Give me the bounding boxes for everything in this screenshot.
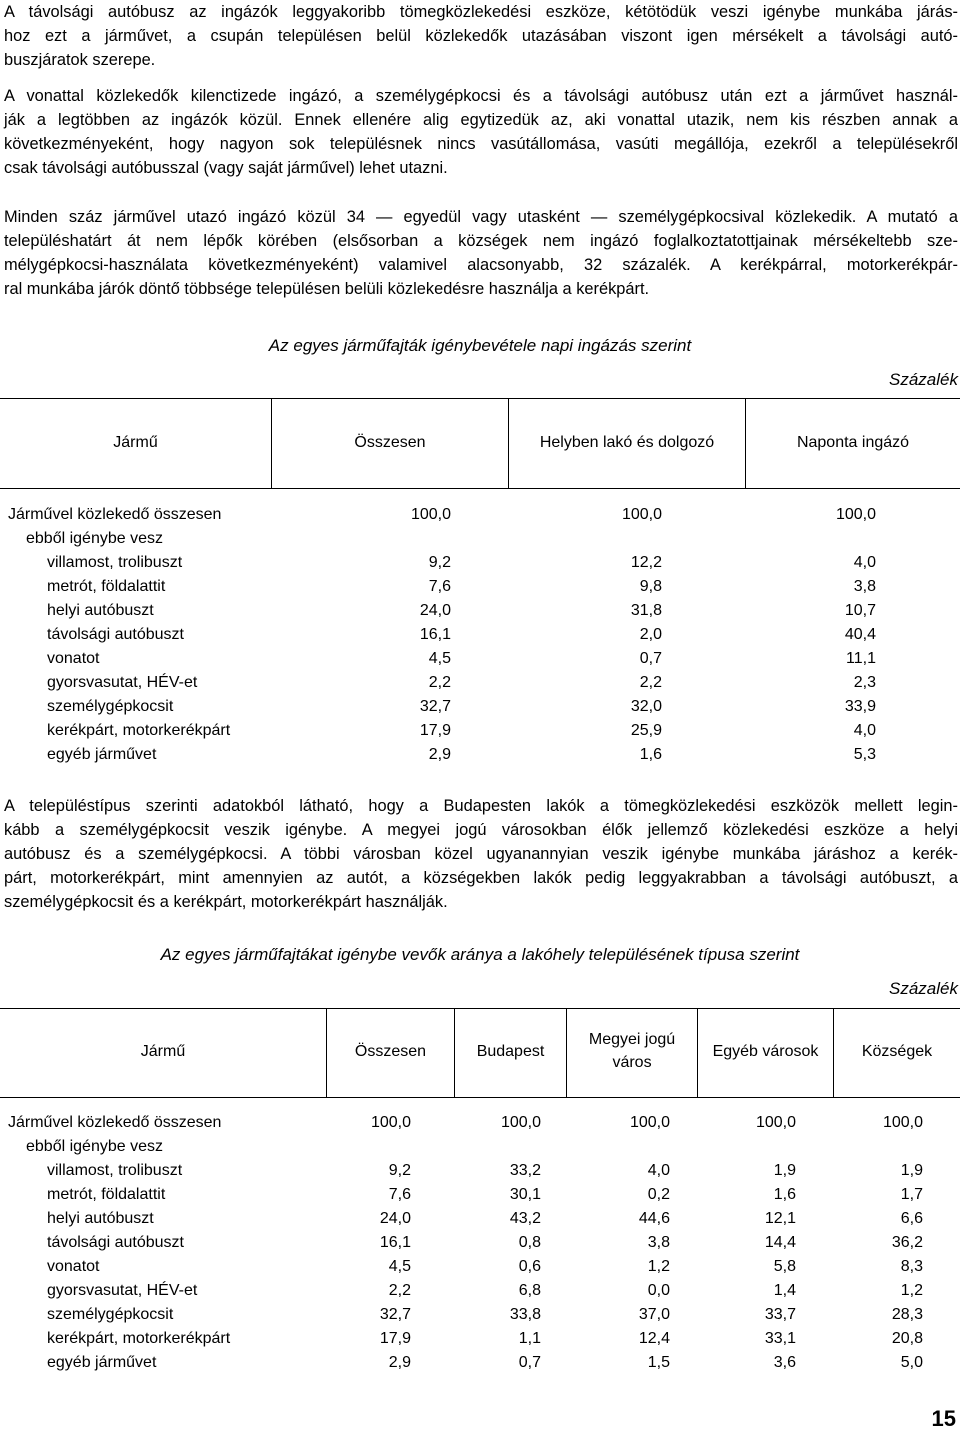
cell-value: 12,4 bbox=[638, 1330, 670, 1347]
cell-value: 100,0 bbox=[755, 1114, 796, 1131]
row-label: kerékpárt, motorkerékpárt bbox=[47, 722, 231, 739]
cell-value: 5,3 bbox=[853, 746, 876, 763]
table-row bbox=[0, 1279, 960, 1303]
cell-value: 2,2 bbox=[428, 674, 451, 691]
table-row bbox=[0, 1231, 960, 1255]
row-label: Járművel közlekedő összesen bbox=[8, 1114, 222, 1131]
table-row bbox=[0, 647, 960, 671]
row-label: kerékpárt, motorkerékpárt bbox=[47, 1330, 231, 1347]
cell-value: 43,2 bbox=[509, 1210, 541, 1227]
table1-title: Az egyes járműfajták igénybevétele napi ingázás szerint bbox=[268, 336, 692, 355]
table2-top-rule bbox=[0, 1008, 960, 1009]
table2-header-rule bbox=[0, 1097, 960, 1098]
table-row bbox=[0, 743, 960, 767]
cell-value: 2,2 bbox=[388, 1282, 411, 1299]
paragraph-line: párt, motorkerékpárt, mint amennyien az autót, a községekben lakók pedig leggyakrabban a távolsági autóbuszt, a bbox=[4, 869, 958, 887]
cell-value: 4,0 bbox=[853, 554, 876, 571]
row-label: egyéb járművet bbox=[47, 746, 157, 763]
row-label: vonatot bbox=[47, 650, 100, 667]
row-label: vonatot bbox=[47, 1258, 100, 1275]
cell-value: 1,2 bbox=[647, 1258, 670, 1275]
cell-value: 16,1 bbox=[419, 626, 451, 643]
table-row bbox=[0, 1255, 960, 1279]
table-row bbox=[0, 1303, 960, 1327]
table-row bbox=[0, 1327, 960, 1351]
table-row bbox=[0, 623, 960, 647]
cell-value: 4,5 bbox=[388, 1258, 411, 1275]
table1-header-vehicle: Jármű bbox=[113, 434, 158, 451]
row-label: villamost, trolibuszt bbox=[47, 1162, 183, 1179]
paragraph-line: ják a legtöbben az ingázók közül. Ennek ellenére alig egytizedük az, aki vonattal utazik, nem kis részben annak a bbox=[4, 111, 958, 129]
row-label: Járművel közlekedő összesen bbox=[8, 506, 222, 523]
cell-value: 44,6 bbox=[638, 1210, 670, 1227]
cell-value: 2,9 bbox=[428, 746, 451, 763]
paragraph-line: mélygépkocsi-használata következményeként) valamivel alacsonyabb, 32 százalék. A kerékpárral, motorkerékpár- bbox=[4, 256, 958, 274]
paragraph-line: személygépkocsit és a kerékpárt, motorkerékpárt használják. bbox=[4, 893, 448, 911]
paragraph-line: buszjáratok szerepe. bbox=[4, 51, 156, 69]
row-label: gyorsvasutat, HÉV-et bbox=[47, 674, 198, 691]
cell-value: 12,2 bbox=[630, 554, 662, 571]
row-label: gyorsvasutat, HÉV-et bbox=[47, 1282, 198, 1299]
table-row bbox=[0, 1135, 960, 1159]
paragraph-line: autóbusz és a személygépkocsi. A többi városban közel ugyanannyian veszik igénybe munkába járáshoz a kerék- bbox=[4, 845, 958, 863]
cell-value: 1,5 bbox=[647, 1354, 670, 1371]
paragraph-line: következményeként, hogy nagyon sok településnek nincs vasútállomása, vasúti megállója, ezekről a településekről bbox=[4, 135, 958, 153]
row-label: helyi autóbuszt bbox=[47, 602, 154, 619]
paragraph-line: településhatárt át nem lépők körében (elsősorban a községek nem ingázó foglalkoztatottjainak mérsékeltebb sze- bbox=[4, 232, 958, 250]
row-label: ebből igénybe vesz bbox=[26, 530, 163, 547]
cell-value: 1,6 bbox=[639, 746, 662, 763]
cell-value: 9,8 bbox=[639, 578, 662, 595]
cell-value: 0,0 bbox=[647, 1282, 670, 1299]
cell-value: 17,9 bbox=[379, 1330, 411, 1347]
cell-value: 100,0 bbox=[621, 506, 662, 523]
cell-value: 100,0 bbox=[882, 1114, 923, 1131]
table1-header-total: Összesen bbox=[354, 434, 426, 451]
cell-value: 10,7 bbox=[844, 602, 876, 619]
table-row bbox=[0, 599, 960, 623]
row-label: személygépkocsit bbox=[47, 1306, 174, 1323]
table2-header-total: Összesen bbox=[354, 1043, 427, 1060]
cell-value: 32,7 bbox=[379, 1306, 411, 1323]
table2-header-villages: Községek bbox=[861, 1043, 933, 1060]
cell-value: 1,7 bbox=[900, 1186, 923, 1203]
table-row bbox=[0, 695, 960, 719]
cell-value: 24,0 bbox=[379, 1210, 411, 1227]
cell-value: 33,9 bbox=[844, 698, 876, 715]
cell-value: 36,2 bbox=[891, 1234, 923, 1251]
table2-header-other-towns: Egyéb városok bbox=[712, 1043, 819, 1060]
cell-value: 3,8 bbox=[853, 578, 876, 595]
paragraph-line: A vonattal közlekedők kilenctizede ingázó, a személygépkocsi és a távolsági autóbusz után ezt a járművet használ- bbox=[4, 87, 958, 105]
cell-value: 9,2 bbox=[428, 554, 451, 571]
cell-value: 33,7 bbox=[764, 1306, 796, 1323]
row-label: metrót, földalattit bbox=[47, 578, 166, 595]
paragraph-line: A településtípus szerinti adatokból látható, hogy a Budapesten lakók a tömegközlekedési eszközök mellett legin- bbox=[4, 797, 958, 815]
table-row bbox=[0, 1111, 960, 1135]
table-row bbox=[0, 1159, 960, 1183]
cell-value: 6,6 bbox=[900, 1210, 923, 1227]
cell-value: 28,3 bbox=[891, 1306, 923, 1323]
cell-value: 100,0 bbox=[410, 506, 451, 523]
cell-value: 11,1 bbox=[846, 650, 876, 667]
table-row bbox=[0, 1183, 960, 1207]
cell-value: 1,2 bbox=[900, 1282, 923, 1299]
row-label: metrót, földalattit bbox=[47, 1186, 166, 1203]
cell-value: 100,0 bbox=[500, 1114, 541, 1131]
table2-col-divider bbox=[566, 1008, 567, 1097]
cell-value: 0,7 bbox=[518, 1354, 541, 1371]
cell-value: 30,1 bbox=[509, 1186, 541, 1203]
cell-value: 100,0 bbox=[370, 1114, 411, 1131]
cell-value: 0,7 bbox=[639, 650, 662, 667]
cell-value: 1,4 bbox=[773, 1282, 796, 1299]
cell-value: 31,8 bbox=[630, 602, 662, 619]
cell-value: 1,9 bbox=[900, 1162, 923, 1179]
table1-header-local: Helyben lakó és dolgozó bbox=[539, 434, 715, 451]
cell-value: 1,9 bbox=[773, 1162, 796, 1179]
cell-value: 3,6 bbox=[773, 1354, 796, 1371]
cell-value: 3,8 bbox=[647, 1234, 670, 1251]
cell-value: 100,0 bbox=[835, 506, 876, 523]
cell-value: 33,2 bbox=[509, 1162, 541, 1179]
row-label: villamost, trolibuszt bbox=[47, 554, 183, 571]
paragraph-line: Minden száz járművel utazó ingázó közül 34 — egyedül vagy utasként — személygépkocsival közlekedik. A mutató a bbox=[4, 208, 958, 226]
cell-value: 2,2 bbox=[639, 674, 662, 691]
cell-value: 37,0 bbox=[638, 1306, 670, 1323]
cell-value: 14,4 bbox=[764, 1234, 796, 1251]
cell-value: 6,8 bbox=[518, 1282, 541, 1299]
cell-value: 100,0 bbox=[629, 1114, 670, 1131]
cell-value: 4,0 bbox=[647, 1162, 670, 1179]
cell-value: 1,1 bbox=[518, 1330, 541, 1347]
paragraph-3 bbox=[4, 205, 958, 301]
row-label: helyi autóbuszt bbox=[47, 1210, 154, 1227]
table2-unit: Százalék bbox=[889, 979, 958, 998]
table-row bbox=[0, 671, 960, 695]
table2-header-vehicle: Jármű bbox=[140, 1043, 186, 1060]
cell-value: 8,3 bbox=[900, 1258, 923, 1275]
paragraph-line: csak távolsági autóbusszal (vagy saját járművel) lehet utazni. bbox=[4, 159, 448, 177]
cell-value: 5,0 bbox=[900, 1354, 923, 1371]
cell-value: 1,6 bbox=[773, 1186, 796, 1203]
cell-value: 0,2 bbox=[647, 1186, 670, 1203]
paragraph-1 bbox=[4, 0, 958, 72]
table-row bbox=[0, 1351, 960, 1375]
cell-value: 0,6 bbox=[518, 1258, 541, 1275]
cell-value: 32,7 bbox=[419, 698, 451, 715]
row-label: távolsági autóbuszt bbox=[47, 626, 184, 643]
paragraph-line: kább a személygépkocsit veszik igénybe. A megyei jogú városokban élők jellemző közlekedési eszköze a helyi bbox=[4, 821, 958, 839]
cell-value: 9,2 bbox=[388, 1162, 411, 1179]
row-label: ebből igénybe vesz bbox=[26, 1138, 163, 1155]
row-label: távolsági autóbuszt bbox=[47, 1234, 184, 1251]
row-label: egyéb járművet bbox=[47, 1354, 157, 1371]
table-row bbox=[0, 551, 960, 575]
paragraph-line: hoz ezt a járművet, a csupán településen belül közlekedők utazásában viszont igen mérsékelt a távolsági autó- bbox=[4, 27, 958, 45]
table-row bbox=[0, 527, 960, 551]
cell-value: 4,0 bbox=[853, 722, 876, 739]
cell-value: 33,8 bbox=[509, 1306, 541, 1323]
cell-value: 12,1 bbox=[764, 1210, 796, 1227]
row-label: személygépkocsit bbox=[47, 698, 174, 715]
paragraph-2 bbox=[4, 84, 958, 180]
table2-title: Az egyes járműfajtákat igénybe vevők aránya a lakóhely településének típusa szerint bbox=[160, 945, 800, 964]
table1-header-commuter: Naponta ingázó bbox=[796, 434, 910, 451]
cell-value: 32,0 bbox=[630, 698, 662, 715]
cell-value: 24,0 bbox=[419, 602, 451, 619]
cell-value: 20,8 bbox=[891, 1330, 923, 1347]
cell-value: 5,8 bbox=[773, 1258, 796, 1275]
table-row bbox=[0, 1207, 960, 1231]
cell-value: 2,0 bbox=[639, 626, 662, 643]
table1-top-rule bbox=[0, 398, 960, 399]
cell-value: 33,1 bbox=[764, 1330, 796, 1347]
cell-value: 25,9 bbox=[630, 722, 662, 739]
table-row bbox=[0, 503, 960, 527]
table-row bbox=[0, 719, 960, 743]
table1-unit: Százalék bbox=[889, 370, 958, 389]
cell-value: 2,9 bbox=[388, 1354, 411, 1371]
paragraph-4 bbox=[4, 794, 958, 914]
paragraph-line: ral munkába járók döntő többsége településen belüli közlekedésre használja a kerékpárt. bbox=[4, 280, 650, 298]
table1-header-rule bbox=[0, 488, 960, 489]
cell-value: 4,5 bbox=[428, 650, 451, 667]
cell-value: 16,1 bbox=[379, 1234, 411, 1251]
cell-value: 7,6 bbox=[388, 1186, 411, 1203]
cell-value: 7,6 bbox=[428, 578, 451, 595]
cell-value: 2,3 bbox=[853, 674, 876, 691]
table2-header-budapest: Budapest bbox=[476, 1043, 545, 1060]
cell-value: 17,9 bbox=[419, 722, 451, 739]
table-row bbox=[0, 575, 960, 599]
cell-value: 40,4 bbox=[844, 626, 876, 643]
cell-value: 0,8 bbox=[518, 1234, 541, 1251]
table2-header-county-city: Megyei jogú város bbox=[588, 1031, 676, 1071]
paragraph-line: A távolsági autóbusz az ingázók leggyakoribb tömegközlekedési eszköze, kétötödük veszi igénybe munkába járás- bbox=[4, 3, 958, 21]
page-number: 15 bbox=[931, 1406, 956, 1431]
